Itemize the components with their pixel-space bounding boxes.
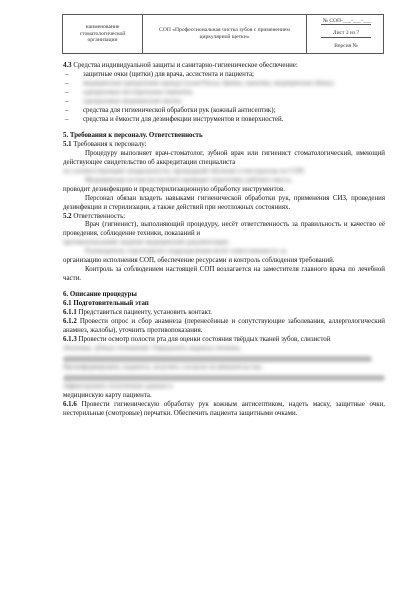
item-6-1-6: 6.1.6 Провести гигиеническую обработку рук кожным антисептиком, надеть маску, защитные очки, нестерильные (смотровые) перчатки. Обеспечить пациента защитными очками. xyxy=(63,400,385,417)
item-6-1-3-end: медицинскую карту пациента. xyxy=(63,391,152,399)
sheet-number: Лист 3 из 7 xyxy=(321,30,371,38)
redacted-line xyxy=(63,356,372,362)
paragraph-5-2-end: организацию исполнения СОП, обеспечение ресурсами и контроль соблюдения требований. xyxy=(63,257,335,265)
doc-title-cell: СОП «Профессиональная чистка зубов с применением циркулярной щетки» xyxy=(143,15,307,53)
item-6-1-2: 6.1.2 Провести опрос и сбор анамнеза (перенесённые и сопутствующие заболевания, аллергологический анамнез, жалобы), уточнить противопоказания. xyxy=(63,318,385,335)
subsection-5-2-heading: 5.2 Ответственность: xyxy=(63,212,126,220)
list-item: – медицинская одноразовая одежда (халат/блуза, брюки, шапочка, медицинская обувь); xyxy=(65,79,335,87)
doc-meta-cell xyxy=(307,15,385,53)
paragraph-5-1-end: проводит дезинфекцию и предстерилизационную обработку инструментов. xyxy=(63,185,285,193)
list-item: – одноразовые нестерильные перчатки; xyxy=(65,88,194,96)
item-6-1-3-blurred: Проинформировать пациента, получить согласие на вмешательство. xyxy=(63,364,264,372)
subsection-6-1-heading: 6.1 Подготовительный этап xyxy=(63,300,149,308)
subsection-5-1-heading: 5.1 Требования к персоналу: xyxy=(63,140,147,148)
list-item: – защитные очки (щитки) для врача, ассистента и пациента; xyxy=(65,70,254,78)
item-6-1-3-blurred: Зафиксировать полученные данные в xyxy=(63,383,173,390)
section-6-heading: 6. Описание процедуры xyxy=(63,291,137,299)
item-6-1-3-blurred: оболочки, зубных отложений. Определить индексы гигиены. xyxy=(63,345,242,353)
document-body xyxy=(63,62,385,419)
paragraph-5-1-b: Персонал обязан владеть навыками гигиенической обработки рук, применения СИЗ, проведения дезинфекции и стерилизации, а также действий при неотложных состояниях. xyxy=(63,194,385,211)
redacted-line xyxy=(63,375,385,381)
list-item: – одноразовые медицинские маски; xyxy=(65,97,183,105)
paragraph-5-2-blurred: Руководитель структурного подразделения несёт ответственность за xyxy=(85,248,287,256)
version-number: Версия № xyxy=(334,43,358,50)
paragraph-5-2-blurred: противопоказаний, ведение медицинской документации. xyxy=(63,239,230,247)
item-6-1-1: 6.1.1 Представиться пациенту, установить контакт. xyxy=(63,309,213,317)
paragraph-5-1-blurred: Медицинская сестра (ассистент) проводит подготовку рабочего места, xyxy=(85,176,292,184)
sop-number: № СОП-___-___-___ xyxy=(322,17,372,24)
list-item: – средства для гигиенической обработки рук (кожный антисептик); xyxy=(65,106,276,114)
paragraph-5-1-blurred: по соответствующей специальности, прошедший обучение и инструктаж по СОП. xyxy=(63,167,306,175)
section-4-3-heading: 4.3 Средства индивидуальной защиты и санитарно-гигиеническое обеспечение: xyxy=(63,62,298,69)
item-6-1-3: 6.1.3 Провести осмотр полости рта для оценки состояния твёрдых тканей зубов, слизистой xyxy=(63,336,331,344)
paragraph-5-1-a: Процедуру выполняет врач-стоматолог, зубной врач или гигиенист стоматологический, имеющий действующее свидетельство об аккредитации специалиста xyxy=(63,149,385,166)
paragraph-5-2-a: Врач (гигиенист), выполняющий процедуру, несёт ответственность за правильность и качество её проведения, соблюдение техники, показаний и xyxy=(63,221,385,238)
document-header-table xyxy=(62,14,384,54)
paragraph-5-2-b: Контроль за соблюдением настоящей СОП возлагается на заместителя главного врача по лечебной части. xyxy=(63,266,385,283)
list-item: – средства и ёмкости для дезинфекции инструментов и поверхностей. xyxy=(65,115,284,123)
section-5-heading: 5. Требования к персоналу. Ответственность xyxy=(63,131,203,139)
org-name-cell: наименование стоматологической организации xyxy=(63,15,143,53)
